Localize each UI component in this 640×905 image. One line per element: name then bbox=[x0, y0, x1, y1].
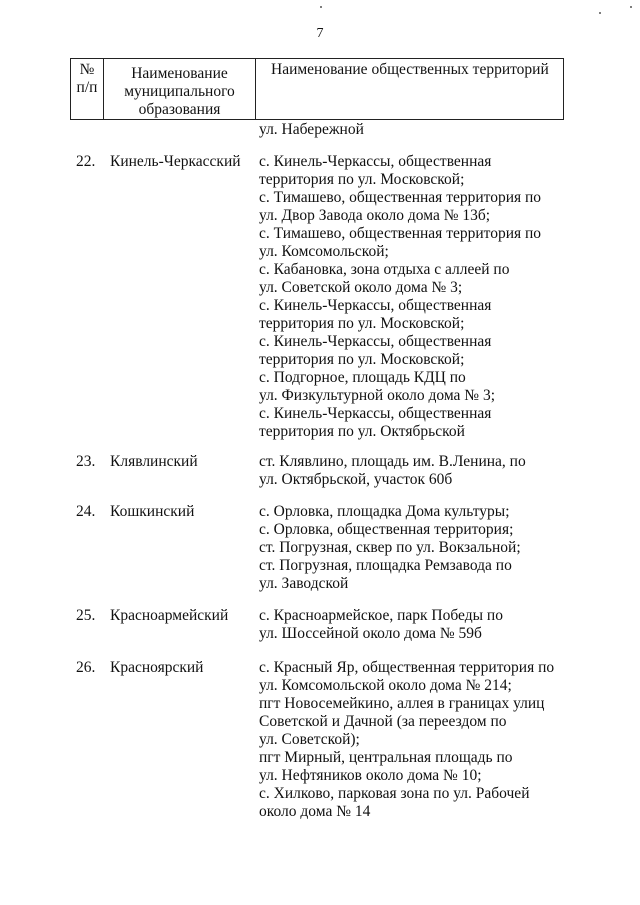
header-number-line: № bbox=[79, 61, 95, 78]
territory-line: с. Красный Яр, общественная территория по bbox=[259, 659, 555, 676]
scan-speck bbox=[320, 6, 322, 8]
header-number-line: п/п bbox=[76, 79, 98, 96]
territory-line: пгт Новосемейкино, аллея в границах улиц bbox=[259, 695, 545, 712]
municipality-name: Кошкинский bbox=[110, 503, 195, 520]
territory-line: Советской и Дачной (за переездом по bbox=[259, 713, 507, 730]
territory-list bbox=[259, 453, 526, 489]
row-number: 26. bbox=[76, 659, 96, 676]
header-municipality-line: образования bbox=[138, 101, 221, 118]
territory-list bbox=[259, 153, 541, 441]
territory-list bbox=[259, 503, 521, 593]
territory-line: с. Кинель-Черкассы, общественная bbox=[259, 333, 492, 350]
territory-line: территория по ул. Московской; bbox=[259, 171, 465, 188]
municipality-name: Красноярский bbox=[110, 659, 204, 676]
continuation-line: ул. Набережной bbox=[259, 121, 364, 138]
header-municipality-cell bbox=[104, 59, 256, 120]
territory-line: ул. Заводской bbox=[259, 575, 349, 592]
territory-line: с. Тимашево, общественная территория по bbox=[259, 189, 542, 206]
municipality-name: Кинель-Черкасский bbox=[110, 153, 241, 170]
territory-line: ул. Советской около дома № 3; bbox=[259, 279, 463, 296]
row-number: 24. bbox=[76, 503, 96, 520]
scan-speck bbox=[599, 12, 601, 14]
row-number: 22. bbox=[76, 153, 96, 170]
territory-line: ст. Клявлино, площадь им. В.Ленина, по bbox=[259, 453, 526, 470]
territory-line: с. Кинель-Черкассы, общественная bbox=[259, 297, 492, 314]
municipality-name: Клявлинский bbox=[110, 453, 198, 470]
territory-line: ул. Шоссейной около дома № 59б bbox=[259, 625, 482, 642]
territory-line: ул. Советской); bbox=[259, 731, 360, 748]
territory-line: ст. Погрузная, сквер по ул. Вокзальной; bbox=[259, 539, 521, 556]
municipality-name: Красноармейский bbox=[110, 607, 229, 624]
territory-list bbox=[259, 659, 554, 821]
territory-line: территория по ул. Октябрьской bbox=[259, 423, 465, 440]
territory-line: с. Орловка, площадка Дома культуры; bbox=[259, 503, 510, 520]
header-number-cell bbox=[71, 59, 104, 120]
territory-line: ул. Октябрьской, участок 60б bbox=[259, 471, 453, 488]
header-municipality-line: Наименование bbox=[131, 65, 228, 82]
row-number: 25. bbox=[76, 607, 96, 624]
territory-line: ул. Двор Завода около дома № 13б; bbox=[259, 207, 491, 224]
page-number: 7 bbox=[316, 26, 324, 41]
territory-line: ул. Комсомольской; bbox=[259, 243, 389, 260]
territory-line: ул. Нефтяников около дома № 10; bbox=[259, 767, 482, 784]
territory-line: с. Кинель-Черкассы, общественная bbox=[259, 153, 492, 170]
territory-line: ст. Погрузная, площадка Ремзавода по bbox=[259, 557, 512, 574]
header-territories-cell: Наименование общественных территорий bbox=[256, 59, 564, 120]
territory-line: территория по ул. Московской; bbox=[259, 315, 465, 332]
territory-line: территория по ул. Московской; bbox=[259, 351, 465, 368]
table-header bbox=[70, 58, 564, 120]
territory-list bbox=[259, 607, 503, 643]
territory-line: с. Тимашево, общественная территория по bbox=[259, 225, 542, 242]
territory-line: с. Орловка, общественная территория; bbox=[259, 521, 514, 538]
row-number: 23. bbox=[76, 453, 96, 470]
scan-speck bbox=[630, 6, 632, 8]
header-municipality-line: муниципального bbox=[124, 83, 235, 100]
territory-line: с. Красноармейское, парк Победы по bbox=[259, 607, 503, 624]
territory-line: с. Кабановка, зона отдыха с аллеей по bbox=[259, 261, 510, 278]
territory-line: ул. Физкультурной около дома № 3; bbox=[259, 387, 496, 404]
territory-line: пгт Мирный, центральная площадь по bbox=[259, 749, 513, 766]
territory-line: ул. Комсомольской около дома № 214; bbox=[259, 677, 512, 694]
territory-line: около дома № 14 bbox=[259, 803, 371, 820]
territory-line: с. Хилково, парковая зона по ул. Рабочей bbox=[259, 785, 530, 802]
territory-line: с. Подгорное, площадь КДЦ по bbox=[259, 369, 466, 386]
territory-line: с. Кинель-Черкассы, общественная bbox=[259, 405, 492, 422]
